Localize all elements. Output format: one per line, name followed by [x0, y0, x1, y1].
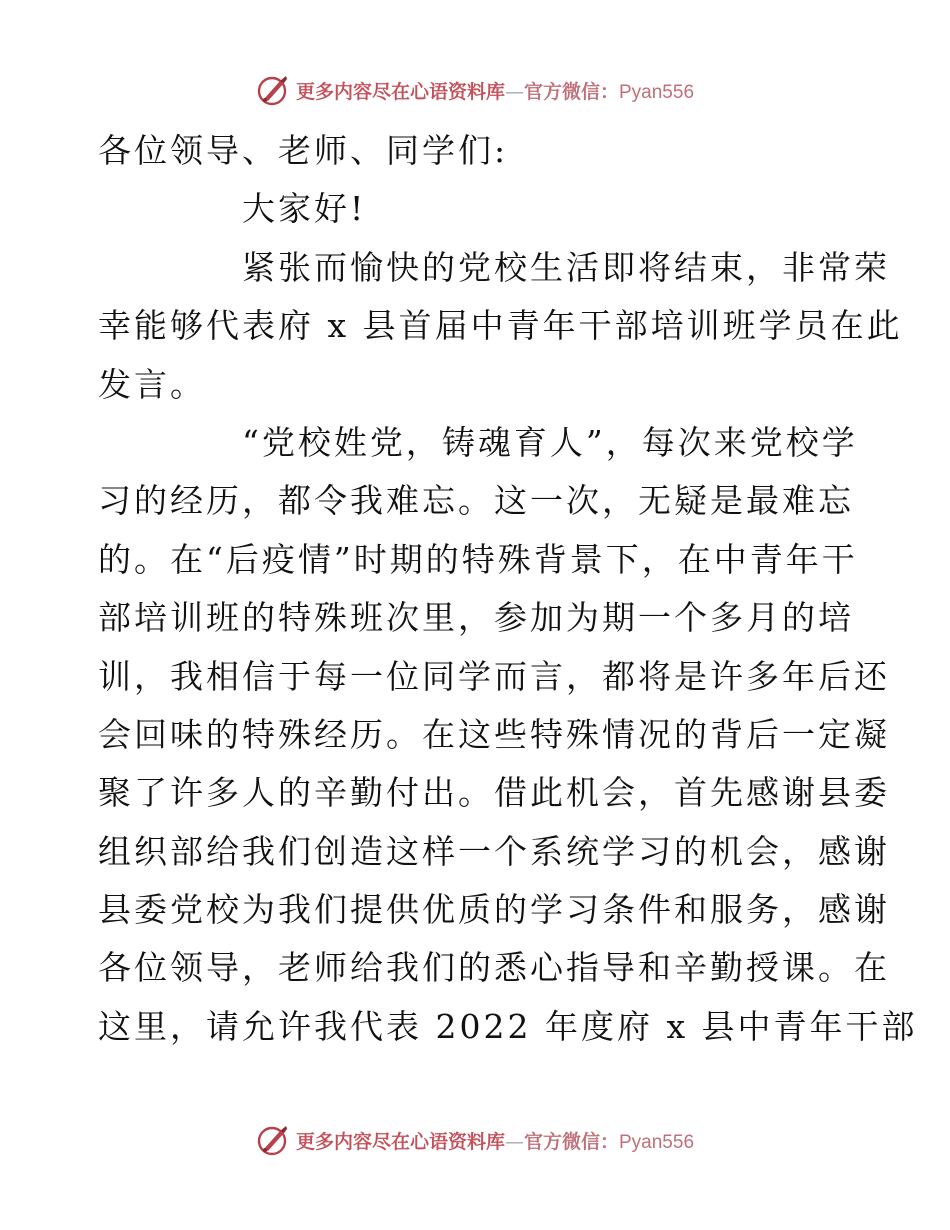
watermark-banner-top [0, 70, 950, 110]
watermark-separator: — [504, 1130, 524, 1153]
document-body [98, 122, 918, 1056]
watermark-main: 更多内容尽在心语资料库 [295, 80, 505, 103]
watermark-wechat-label: 官方微信： [523, 1130, 619, 1153]
text-line: 县委党校为我们提供优质的学习条件和服务，感谢 [98, 890, 890, 930]
watermark-separator: — [504, 80, 524, 103]
text-line: 这里，请允许我代表 2022 年度府 x 县中青年干部 [98, 1006, 918, 1046]
text-line: 部培训班的特殊班次里，参加为期一个多月的培 [98, 598, 854, 638]
text-line: 习的经历，都令我难忘。这一次，无疑是最难忘 [98, 481, 854, 521]
watermark-banner-bottom [0, 1120, 950, 1160]
text-line: 发言。 [98, 364, 206, 404]
text-line: “党校姓党，铸魂育人”，每次来党校学 [242, 422, 858, 462]
text-line: 紧张而愉快的党校生活即将结束，非常荣 [242, 247, 890, 287]
text-line: 训，我相信于每一位同学而言，都将是许多年后还 [98, 656, 890, 696]
watermark-main: 更多内容尽在心语资料库 [295, 1130, 505, 1153]
watermark-wechat-id: Pyan556 [619, 1131, 695, 1153]
text-line: 大家好! [242, 189, 367, 229]
watermark-wechat-label: 官方微信： [523, 80, 619, 103]
watermark-text [296, 77, 694, 104]
text-line: 组织部给我们创造这样一个系统学习的机会，感谢 [98, 831, 890, 871]
text-line: 的。在“后疫情”时期的特殊背景下，在中青年干 [98, 539, 858, 579]
text-line: 各位领导、老师、同学们: [98, 131, 509, 170]
text-line: 幸能够代表府 x 县首届中青年干部培训班学员在此 [98, 306, 903, 346]
watermark-text [296, 1127, 694, 1154]
text-line: 聚了许多人的辛勤付出。借此机会，首先感谢县委 [98, 773, 890, 813]
text-line: 各位领导，老师给我们的悉心指导和辛勤授课。在 [98, 948, 890, 988]
text-line: 会回味的特殊经历。在这些特殊情况的背后一定凝 [98, 714, 890, 754]
quill-pen-logo-icon [256, 1123, 290, 1157]
quill-pen-logo-icon [256, 73, 290, 107]
watermark-wechat-id: Pyan556 [619, 81, 695, 103]
